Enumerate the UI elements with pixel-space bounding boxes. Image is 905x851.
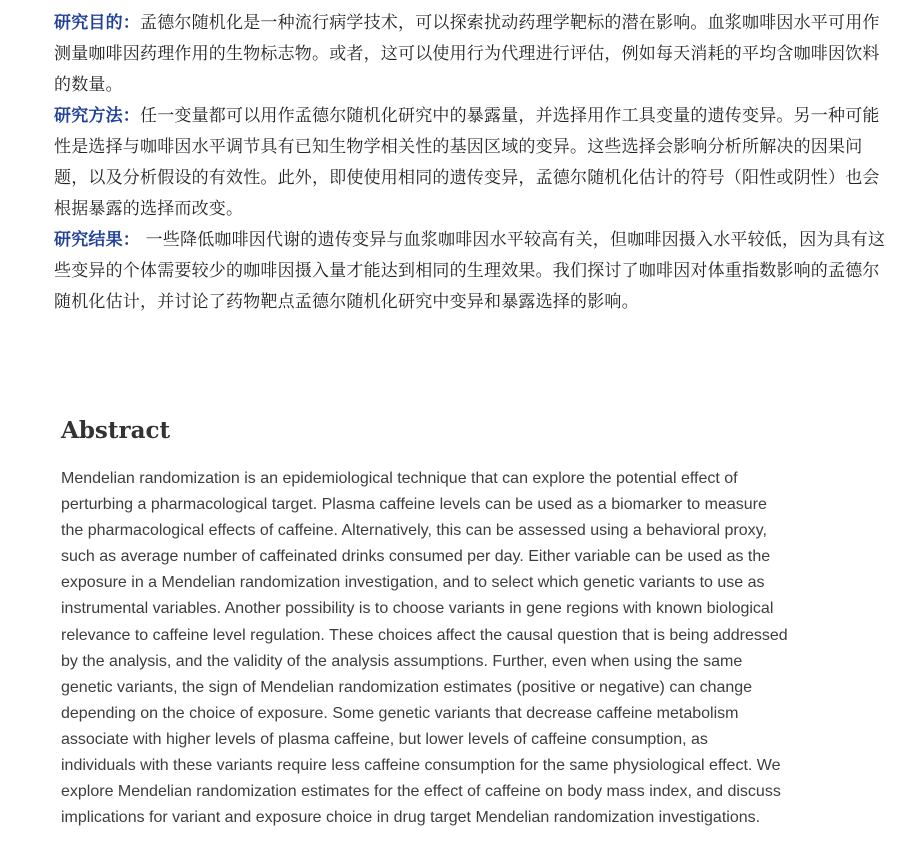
abstract-line: instrumental variables. Another possibility is to choose variants in gene regions with known biological [61,600,774,618]
abstract-line: explore Mendelian randomization estimates for the effect of caffeine on body mass index, and discuss [61,783,781,801]
abstract-line: Mendelian randomization is an epidemiological technique that can explore the potential effect of [61,470,738,487]
abstract-line: genetic variants, the sign of Mendelian randomization estimates (positive or negative) can change [61,678,753,696]
abstract-line: by the analysis, and the validity of the analysis assumptions. Further, even when using the same [61,652,743,670]
purpose-label: 研究目的： [54,13,140,33]
abstract-line: perturbing a pharmacological target. Plasma caffeine levels can be used as a biomarker to measure [61,496,767,514]
abstract-line: associate with higher levels of plasma caffeine, but lower levels of caffeine consumption, as [61,730,708,748]
abstract-title: Abstract [61,417,171,444]
abstract-line: implications for variant and exposure choice in drug target Mendelian randomization investigations. [61,809,761,827]
abstract-line: exposure in a Mendelian randomization investigation, and to select which genetic variants to use as [61,574,765,592]
methods-paragraph [54,101,890,225]
purpose-paragraph [54,8,890,101]
purpose-text: 孟德尔随机化是一种流行病学技术，可以探索扰动药理学靶标的潜在影响。血浆咖啡因水平可用作测量咖啡因药理作用的生物标志物。或者，这可以使用行为代理进行评估，例如每天消耗的平均含咖啡因饮料的数量。 [54,13,880,95]
abstract-line: depending on the choice of exposure. Some genetic variants that decrease caffeine metabolism [61,704,739,722]
abstract-line: the pharmacological effects of caffeine. Alternatively, this can be assessed using a behavioral proxy, [61,522,767,540]
english-abstract [61,412,851,831]
methods-text: 任一变量都可以用作孟德尔随机化研究中的暴露量，并选择用作工具变量的遗传变异。另一种可能性是选择与咖啡因水平调节具有已知生物学相关性的基因区域的变异。这些选择会影响分析所解决的因果问题，以及分析假设的有效性。此外，即使使用相同的遗传变异，孟德尔随机化估计的符号（阳性或阴性）也会根据暴露的选择而改变。 [54,106,880,219]
methods-label: 研究方法： [54,106,140,126]
chinese-abstract [54,8,890,318]
abstract-line: such as average number of caffeinated drinks consumed per day. Either variable can be used as the [61,548,771,566]
results-paragraph [54,225,890,318]
abstract-body [61,466,851,831]
abstract-line: relevance to caffeine level regulation. These choices affect the causal question that is being addressed [61,626,788,644]
results-label: 研究结果： [54,230,140,250]
abstract-line: individuals with these variants require less caffeine consumption for the same physiological effect. We [61,757,781,775]
results-text: 一些降低咖啡因代谢的遗传变异与血浆咖啡因水平较高有关，但咖啡因摄入水平较低，因为具有这些变异的个体需要较少的咖啡因摄入量才能达到相同的生理效果。我们探讨了咖啡因对体重指数影响的孟德尔随机化估计，并讨论了药物靶点孟德尔随机化研究中变异和暴露选择的影响。 [54,230,886,312]
